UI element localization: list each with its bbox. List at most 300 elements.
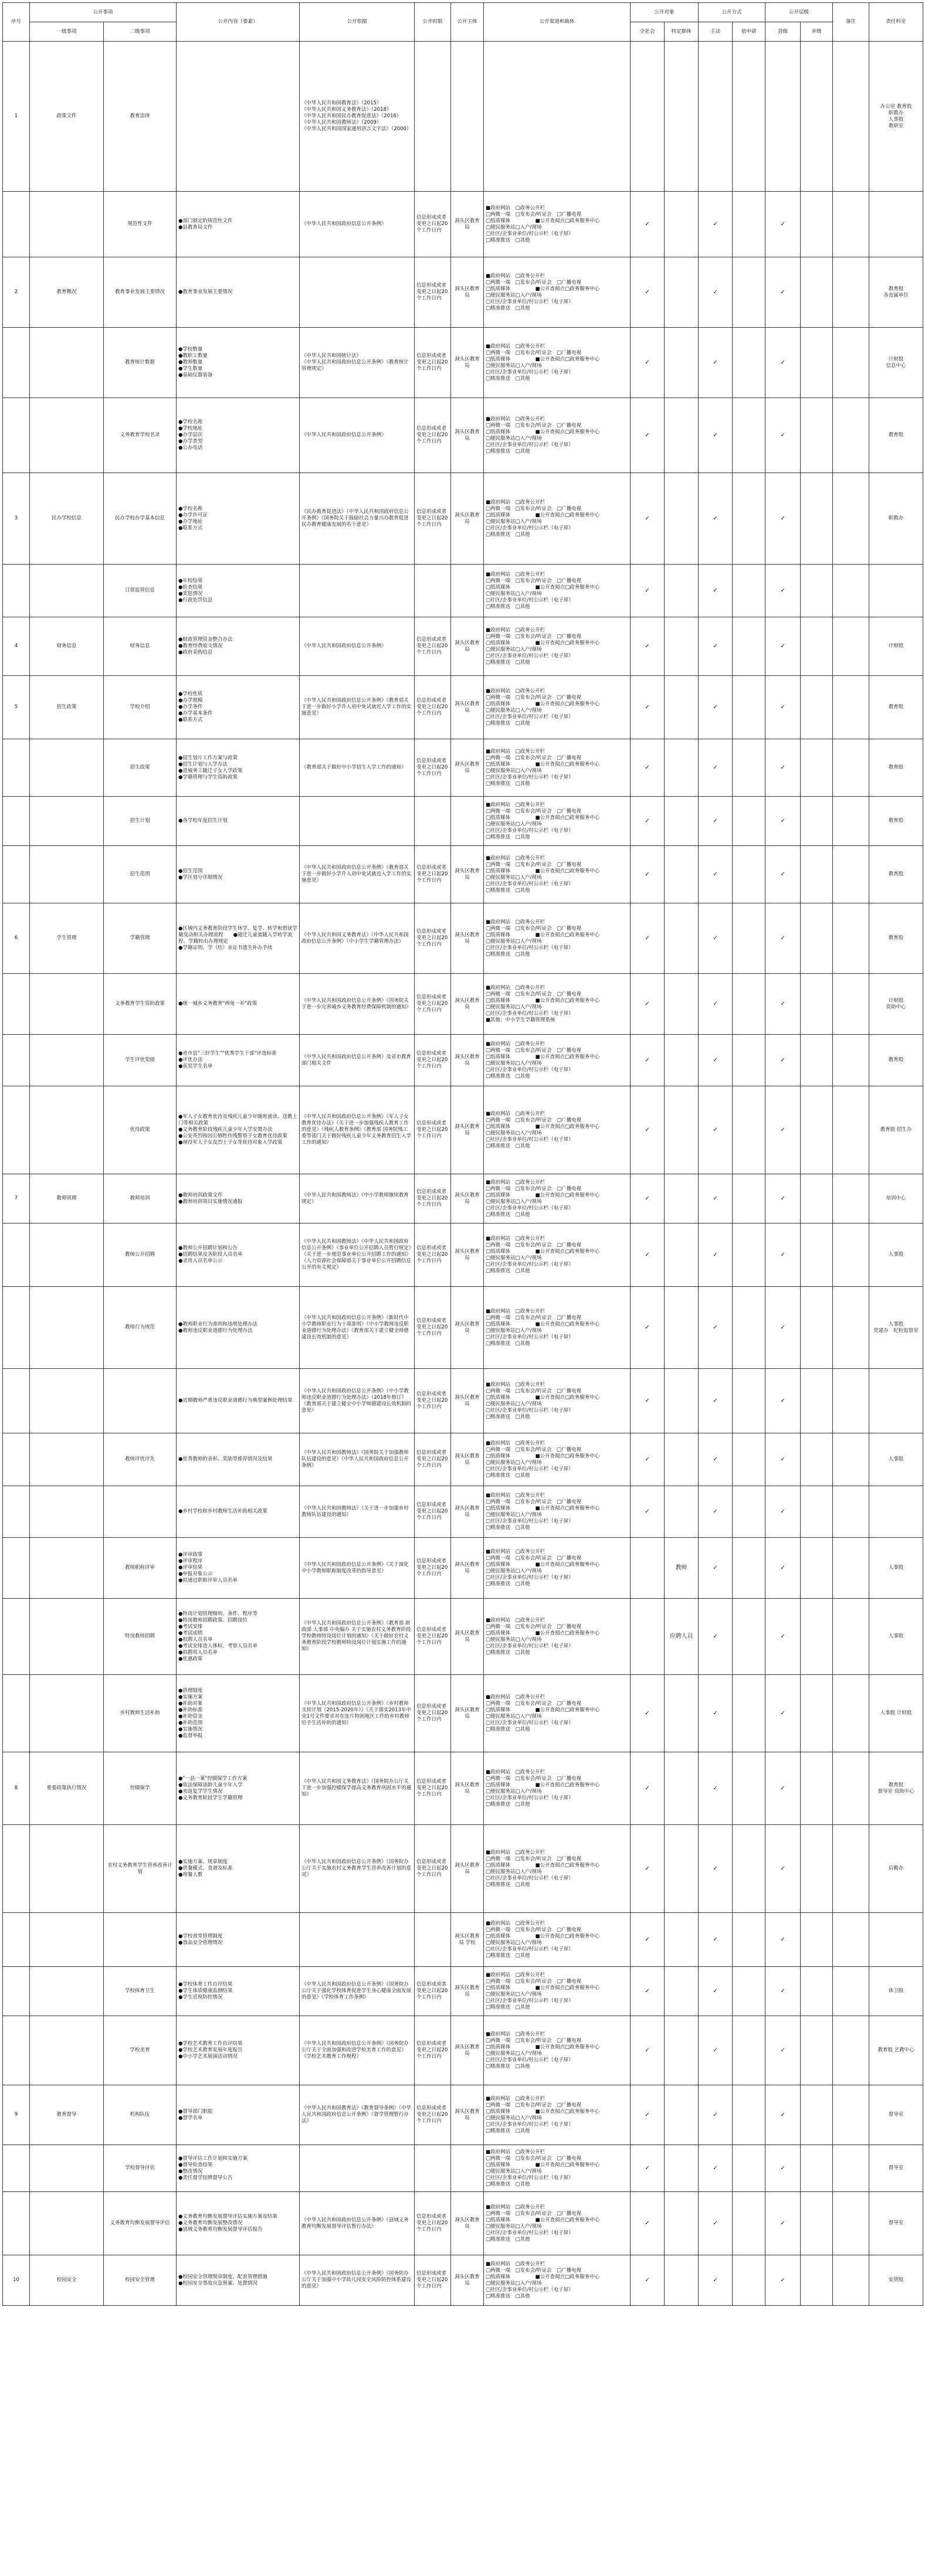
- cell-county: ✓: [765, 2255, 801, 2306]
- cell-apply: [733, 797, 765, 846]
- table-row: [3, 2016, 923, 2085]
- table-row: [3, 676, 923, 739]
- cell-group: [665, 42, 699, 192]
- cell-town: [801, 797, 833, 846]
- cell-apply: [733, 1599, 765, 1675]
- cell-seq: [3, 1486, 30, 1538]
- table-row: [3, 192, 923, 257]
- cell-active: ✓: [699, 797, 733, 846]
- cell-town: [801, 2016, 833, 2085]
- cell-lvl2: 教师评优评先: [104, 1433, 177, 1486]
- cell-content: ●近期教师严重违反职业道德行为典型案例处理结果: [177, 1369, 300, 1433]
- cell-group: 应聘人员: [665, 1599, 699, 1675]
- cell-apply: [733, 565, 765, 617]
- cell-group: [665, 1967, 699, 2016]
- cell-note: [833, 398, 869, 473]
- cell-basis: 《中华人民共和国义务教育法》《国务院办公厅关于进一步加强控辍保学提高义务教育巩固水平的通知》: [300, 1752, 415, 1825]
- table-row: [3, 903, 923, 974]
- header-target: 公开对象: [631, 3, 699, 22]
- cell-apply: [733, 2192, 765, 2255]
- cell-dept: [869, 565, 923, 617]
- cell-active: ✓: [699, 1752, 733, 1825]
- cell-town: [801, 1287, 833, 1369]
- cell-group: [665, 1825, 699, 1913]
- cell-channel: ■政府网站 □政务公开栏 □两微一端 □发布会/听证会 □广播电视 □纸质媒体 ■公开查阅点□政务服务中心 □便民服务站□入户/现场 □社区/企事业单位/村公示栏（电子屏） □精准推送 □其他: [484, 1369, 631, 1433]
- cell-dept: 计财股: [869, 617, 923, 676]
- cell-note: [833, 1369, 869, 1433]
- cell-lvl2: 优待政策: [104, 1086, 177, 1174]
- cell-apply: [733, 846, 765, 903]
- cell-lvl1: 民办学校信息: [30, 473, 104, 565]
- cell-channel: ■政府网站 □政务公开栏 □两微一端 □发布会/听证会 □广播电视 □纸质媒体 ■公开查阅点□政务服务中心 □便民服务站□入户/现场 □社区/企事业单位/村公示栏（电子屏） □精准推送 □其他: [484, 903, 631, 974]
- cell-town: [801, 1035, 833, 1086]
- cell-basis: 《中华人民共和国教育法》《教育督导条例》《中华人民共和国政府信息公开条例》《督学管理暂行办法》: [300, 2085, 415, 2145]
- cell-content: ●学校艺术教育工作自评结果 ●学校艺术教育发展年度报告 ●中小学艺术展演活动情况: [177, 2016, 300, 2085]
- cell-active: ✓: [699, 257, 733, 328]
- cell-active: ✓: [699, 1675, 733, 1752]
- cell-apply: [733, 1752, 765, 1825]
- cell-content: ●部门制定的规范性文件 ●县教育局文件: [177, 192, 300, 257]
- cell-channel: ■政府网站 □政务公开栏 □两微一端 □发布会/听证会 □广播电视 □纸质媒体 ■公开查阅点□政务服务中心 □便民服务站□入户/现场 □社区/企事业单位/村公示栏（电子屏） □精准推送 □其他: [484, 1486, 631, 1538]
- cell-group: [665, 565, 699, 617]
- cell-dept: [869, 1486, 923, 1538]
- cell-limit: [415, 2145, 451, 2192]
- cell-all: ✓: [631, 797, 665, 846]
- cell-group: [665, 2192, 699, 2255]
- cell-lvl1: [30, 1967, 104, 2016]
- cell-dept: 人事股 计财股: [869, 1675, 923, 1752]
- cell-basis: 《教育部关于做好中小学招生入学工作的通知》: [300, 739, 415, 797]
- cell-all: ✓: [631, 903, 665, 974]
- cell-county: ✓: [765, 473, 801, 565]
- cell-basis: 《中华人民共和国政府信息公开条例》《教育部关于进一步做好小学升入初中免试就近入学工作的实施意见》: [300, 846, 415, 903]
- cell-lvl2: 财务信息: [104, 617, 177, 676]
- cell-channel: ■政府网站 □政务公开栏 □两微一端 □发布会/听证会 □广播电视 □纸质媒体 ■公开查阅点□政务服务中心 □便民服务站□入户/现场 □社区/企事业单位/村公示栏（电子屏） □精准推送 □其他: [484, 328, 631, 398]
- cell-group: [665, 2016, 699, 2085]
- cell-county: ✓: [765, 2016, 801, 2085]
- table-row: [3, 328, 923, 398]
- cell-active: ✓: [699, 473, 733, 565]
- cell-seq: [3, 2192, 30, 2255]
- cell-lvl1: 教育概况: [30, 257, 104, 328]
- cell-lvl2: 教育统计数据: [104, 328, 177, 398]
- cell-seq: [3, 1599, 30, 1675]
- cell-content: ●学校数量 ●教职工数量 ●教师数量 ●学生数量 ●基础仪器装备: [177, 328, 300, 398]
- cell-apply: [733, 1967, 765, 2016]
- cell-group: [665, 1086, 699, 1174]
- table-row: [3, 42, 923, 192]
- cell-dept: 体卫股: [869, 1967, 923, 2016]
- cell-channel: ■政府网站 □政务公开栏 □两微一端 □发布会/听证会 □广播电视 □纸质媒体 ■公开查阅点□政务服务中心 □便民服务站□入户/现场 □社区/企事业单位/村公示栏（电子屏） □精准推送 □其他: [484, 1035, 631, 1086]
- cell-lvl2: 学校督导评估: [104, 2145, 177, 2192]
- cell-channel: ■政府网站 □政务公开栏 □两微一端 □发布会/听证会 □广播电视 □纸质媒体 ■公开查阅点□政务服务中心 □便民服务站□入户/现场 □社区/企事业单位/村公示栏（电子屏） □精准推送 □其他: [484, 1538, 631, 1599]
- cell-channel: ■政府网站 □政务公开栏 □两微一端 □发布会/听证会 □广播电视 □纸质媒体 ■公开查阅点□政务服务中心 □便民服务站□入户/现场 □社区/企事业单位/村公示栏（电子屏） □精准推送 □其他: [484, 1287, 631, 1369]
- cell-lvl1: [30, 1369, 104, 1433]
- cell-lvl2: 教师培训: [104, 1174, 177, 1224]
- cell-note: [833, 1538, 869, 1599]
- cell-subject: 洞头区教育局: [451, 1675, 484, 1752]
- cell-apply: [733, 1224, 765, 1287]
- cell-limit: 信息形成或者变更之日起20个工作日内: [415, 1174, 451, 1224]
- cell-group: [665, 797, 699, 846]
- cell-all: ✓: [631, 328, 665, 398]
- cell-subject: 洞头区教育局: [451, 2016, 484, 2085]
- cell-apply: [733, 192, 765, 257]
- cell-content: ●省市县"三好学生""优秀学生干部"评选标准 ●评优办法 ●获奖学生名单: [177, 1035, 300, 1086]
- cell-channel: [484, 42, 631, 192]
- cell-subject: 洞头区教育局 学校: [451, 1913, 484, 1967]
- table-row: [3, 1538, 923, 1599]
- cell-group: [665, 1486, 699, 1538]
- cell-seq: [3, 1035, 30, 1086]
- cell-town: [801, 1369, 833, 1433]
- cell-all: ✓: [631, 1433, 665, 1486]
- cell-limit: 信息形成或者变更之日起20个工作日内: [415, 1825, 451, 1913]
- cell-limit: 信息形成或者变更之日起20个工作日内: [415, 903, 451, 974]
- cell-seq: 6: [3, 903, 30, 974]
- table-row: [3, 846, 923, 903]
- cell-apply: [733, 617, 765, 676]
- cell-note: [833, 797, 869, 846]
- cell-note: [833, 1599, 869, 1675]
- cell-basis: 《中华人民共和国政府信息公开条例》《国务院办公厅关于实施农村义务教育学生营养改善计划的意见》: [300, 1825, 415, 1913]
- cell-seq: [3, 565, 30, 617]
- cell-lvl1: [30, 2145, 104, 2192]
- cell-seq: [3, 1913, 30, 1967]
- cell-dept: 人事股 党建办 纪检监察室: [869, 1287, 923, 1369]
- cell-all: ✓: [631, 1825, 665, 1913]
- cell-active: ✓: [699, 1913, 733, 1967]
- cell-group: [665, 974, 699, 1035]
- cell-lvl2: [104, 1369, 177, 1433]
- cell-active: ✓: [699, 1086, 733, 1174]
- cell-town: [801, 42, 833, 192]
- cell-limit: 信息形成或者变更之日起20个工作日内: [415, 1369, 451, 1433]
- cell-limit: 信息形成或者变更之日起20个工作日内: [415, 739, 451, 797]
- cell-county: ✓: [765, 974, 801, 1035]
- cell-all: ✓: [631, 739, 665, 797]
- cell-note: [833, 192, 869, 257]
- cell-group: [665, 1174, 699, 1224]
- cell-seq: [3, 2016, 30, 2085]
- cell-channel: ■政府网站 □政务公开栏 □两微一端 □发布会/听证会 □广播电视 □纸质媒体 ■公开查阅点□政务服务中心 □便民服务站□入户/现场 □社区/企事业单位/村公示栏（电子屏） □精准推送 □其他: [484, 797, 631, 846]
- cell-lvl2: 学校美育: [104, 2016, 177, 2085]
- cell-lvl1: [30, 1599, 104, 1675]
- cell-content: ●学校体育工作自评结果 ●学生体质健康监测结果 ●学生近视防控情况: [177, 1967, 300, 2016]
- cell-subject: 洞头区教育局: [451, 1369, 484, 1433]
- disclosure-table-sheet: [2, 2, 923, 2306]
- header-dept: 责任科室: [869, 3, 923, 42]
- cell-lvl1: 重要政策执行情况: [30, 1752, 104, 1825]
- table-row: [3, 1086, 923, 1174]
- cell-note: [833, 1224, 869, 1287]
- cell-channel: ■政府网站 □政务公开栏 □两微一端 □发布会/听证会 □广播电视 □纸质媒体 ■公开查阅点□政务服务中心 □便民服务站□入户/现场 □社区/企事业单位/村公示栏（电子屏） □精准推送 □其他: [484, 565, 631, 617]
- cell-subject: 洞头区教育局: [451, 2085, 484, 2145]
- cell-county: ✓: [765, 1174, 801, 1224]
- cell-basis: 《中华人民共和国政府信息公开条例》《教育部关于进一步做好小学升入初中免试就近入学工作的实施意见》: [300, 676, 415, 739]
- cell-content: ●督导部门职能 ●督学名单: [177, 2085, 300, 2145]
- cell-note: [833, 2085, 869, 2145]
- cell-county: ✓: [765, 2085, 801, 2145]
- cell-seq: 5: [3, 676, 30, 739]
- table-row: [3, 398, 923, 473]
- cell-content: ●实施方案、规章制度 ●供餐模式、食谱及标准 ●用餐人数: [177, 1825, 300, 1913]
- cell-lvl1: 教师管理: [30, 1174, 104, 1224]
- cell-group: [665, 1369, 699, 1433]
- table-row: [3, 1035, 923, 1086]
- cell-note: [833, 2016, 869, 2085]
- cell-apply: [733, 42, 765, 192]
- cell-active: ✓: [699, 617, 733, 676]
- cell-basis: 《中华人民共和国统计法》 《中华人民共和国政府信息公开条例》《教育统计管理规定》: [300, 328, 415, 398]
- cell-channel: ■政府网站 □政务公开栏 □两微一端 □发布会/听证会 □广播电视 □纸质媒体 ■公开查阅点□政务服务中心 □便民服务站□入户/现场 □社区/企事业单位/村公示栏（电子屏） □精准推送 □其他: [484, 192, 631, 257]
- header-lvl1: 一级事项: [30, 22, 104, 42]
- table-row: [3, 1599, 923, 1675]
- cell-all: ✓: [631, 398, 665, 473]
- cell-basis: 《中华人民共和国教师法》《中华人民共和国政府信息公开条例》《事业单位公开招聘人员暂行规定》《关于进一步规范事业单位公开招聘工作的通知》《人力资源社会保障部关于事业单位公开招聘信息公开的有关规定》: [300, 1224, 415, 1287]
- cell-county: ✓: [765, 1825, 801, 1913]
- cell-note: [833, 846, 869, 903]
- cell-subject: 洞头区教育局: [451, 1967, 484, 2016]
- cell-town: [801, 1538, 833, 1599]
- cell-lvl2: 招生计划: [104, 797, 177, 846]
- cell-seq: [3, 1086, 30, 1174]
- cell-active: ✓: [699, 2016, 733, 2085]
- cell-lvl2: [104, 1913, 177, 1967]
- cell-note: [833, 2255, 869, 2306]
- cell-subject: 洞头区教育局: [451, 2255, 484, 2306]
- cell-content: ●校园安全管理规章制度、配套管理措施 ●校园安全事故应急预案、处置情况: [177, 2255, 300, 2306]
- cell-lvl1: [30, 1224, 104, 1287]
- cell-limit: [415, 797, 451, 846]
- cell-lvl2: 学籍管理: [104, 903, 177, 974]
- cell-apply: [733, 473, 765, 565]
- cell-county: ✓: [765, 617, 801, 676]
- table-row: [3, 1433, 923, 1486]
- cell-active: ✓: [699, 1486, 733, 1538]
- cell-basis: [300, 1913, 415, 1967]
- cell-all: ✓: [631, 676, 665, 739]
- cell-note: [833, 1433, 869, 1486]
- cell-all: ✓: [631, 846, 665, 903]
- cell-county: ✓: [765, 846, 801, 903]
- cell-note: [833, 1913, 869, 1967]
- table-row: [3, 739, 923, 797]
- cell-county: ✓: [765, 676, 801, 739]
- cell-subject: 洞头区教育局: [451, 1825, 484, 1913]
- cell-apply: [733, 1287, 765, 1369]
- cell-dept: [869, 1369, 923, 1433]
- cell-channel: ■政府网站 □政务公开栏 □两微一端 □发布会/听证会 □广播电视 □纸质媒体 ■公开查阅点□政务服务中心 □便民服务站□入户/现场 □社区/企事业单位/村公示栏（电子屏） □精准推送 □其他: [484, 2255, 631, 2306]
- cell-dept: 教育股: [869, 398, 923, 473]
- cell-dept: 教育股: [869, 739, 923, 797]
- cell-active: ✓: [699, 1599, 733, 1675]
- cell-channel: ■政府网站 □政务公开栏 □两微一端 □发布会/听证会 □广播电视 □纸质媒体 ■公开查阅点□政务服务中心 □便民服务站□入户/现场 □社区/企事业单位/村公示栏（电子屏） □精准推送 □其他: [484, 2145, 631, 2192]
- cell-note: [833, 739, 869, 797]
- cell-basis: 《中华人民共和国政府信息公开条例》《军人子女教育优待办法》《关于进一步加强残疾人教育工作的意见》《残疾人教育条例》《教育部 国务院残工委等部门关于做好残疾儿童少年义务教育招生入学工作的通知》: [300, 1086, 415, 1174]
- cell-content: ●教师公开招聘计划和公告 ●招聘结果及各阶段人员名单 ●录用人员名单公示: [177, 1224, 300, 1287]
- cell-apply: [733, 2085, 765, 2145]
- cell-dept: 计财股 资助中心: [869, 974, 923, 1035]
- cell-lvl2: 校园安全管理: [104, 2255, 177, 2306]
- cell-note: [833, 565, 869, 617]
- cell-subject: 洞头区教育局: [451, 1433, 484, 1486]
- table-row: [3, 797, 923, 846]
- cell-basis: [300, 565, 415, 617]
- cell-county: ✓: [765, 1086, 801, 1174]
- cell-apply: [733, 1538, 765, 1599]
- cell-town: [801, 257, 833, 328]
- table-row: [3, 1825, 923, 1913]
- table-row: [3, 565, 923, 617]
- cell-lvl1: [30, 1433, 104, 1486]
- cell-all: ✓: [631, 2085, 665, 2145]
- cell-lvl1: 政策文件: [30, 42, 104, 192]
- cell-dept: 教育股: [869, 797, 923, 846]
- cell-content: ●优秀教师的表彰、奖励等推荐情况及结果: [177, 1433, 300, 1486]
- cell-seq: 1: [3, 42, 30, 192]
- cell-limit: 信息形成或者变更之日起20个工作日内: [415, 974, 451, 1035]
- cell-apply: [733, 2016, 765, 2085]
- cell-apply: [733, 1369, 765, 1433]
- table-row: [3, 1486, 923, 1538]
- table-row: [3, 257, 923, 328]
- cell-subject: 洞头区教育局: [451, 473, 484, 565]
- cell-county: ✓: [765, 1433, 801, 1486]
- cell-subject: 洞头区教育局: [451, 398, 484, 473]
- cell-subject: 洞头区教育局: [451, 739, 484, 797]
- cell-seq: [3, 1369, 30, 1433]
- header-content: 公开内容（要素）: [177, 3, 300, 42]
- cell-basis: 《民办教育促进法》《中华人民共和国政府信息公开条例》《国务院关于鼓励社会力量兴办教育促进民办教育健康发展的若干意见》: [300, 473, 415, 565]
- cell-dept: [869, 1913, 923, 1967]
- cell-county: ✓: [765, 1369, 801, 1433]
- cell-lvl2: 教师公开招聘: [104, 1224, 177, 1287]
- table-row: [3, 1913, 923, 1967]
- cell-town: [801, 1752, 833, 1825]
- cell-all: ✓: [631, 473, 665, 565]
- cell-group: [665, 1752, 699, 1825]
- cell-basis: 《中华人民共和国政府信息公开条例》《国务院办公厅关于强化学校体育促进学生身心健康全面发展的意见》《学校体育工作条例》: [300, 1967, 415, 2016]
- cell-limit: [415, 1913, 451, 1967]
- cell-subject: 洞头区教育局: [451, 1287, 484, 1369]
- cell-town: [801, 2192, 833, 2255]
- cell-town: [801, 398, 833, 473]
- table-row: [3, 974, 923, 1035]
- cell-lvl2: [104, 1486, 177, 1538]
- cell-channel: ■政府网站 □政务公开栏 □两微一端 □发布会/听证会 □广播电视 □纸质媒体 ■公开查阅点□政务服务中心 □便民服务站□入户/现场 □社区/企事业单位/村公示栏（电子屏） □精准推送 □其他: [484, 398, 631, 473]
- cell-limit: 信息形成或者变更之日起20个工作日内: [415, 617, 451, 676]
- cell-seq: [3, 1224, 30, 1287]
- cell-all: ✓: [631, 2145, 665, 2192]
- cell-town: [801, 1825, 833, 1913]
- cell-group: [665, 903, 699, 974]
- cell-note: [833, 617, 869, 676]
- cell-active: ✓: [699, 1369, 733, 1433]
- cell-basis: [300, 797, 415, 846]
- cell-subject: 洞头区教育局: [451, 676, 484, 739]
- cell-seq: [3, 398, 30, 473]
- cell-basis: 《中华人民共和国政府信息公开条例》: [300, 192, 415, 257]
- cell-all: ✓: [631, 1224, 665, 1287]
- cell-content: ●学校食堂管理制度 ●食品安全管理情况: [177, 1913, 300, 1967]
- cell-dept: 安管股: [869, 2255, 923, 2306]
- cell-limit: 信息形成或者变更之日起20个工作日内: [415, 2085, 451, 2145]
- cell-lvl1: 教育督导: [30, 2085, 104, 2145]
- header-subject: 公开主体: [451, 3, 484, 42]
- header-town: 乡级: [801, 22, 833, 42]
- cell-subject: 洞头区教育局: [451, 1599, 484, 1675]
- cell-seq: [3, 1675, 30, 1752]
- cell-town: [801, 2085, 833, 2145]
- cell-note: [833, 328, 869, 398]
- cell-group: [665, 328, 699, 398]
- cell-basis: 《中华人民共和国政府信息公开条例》《国务院关于进一步完善城乡义务教育经费保障机制的通知》: [300, 974, 415, 1035]
- cell-town: [801, 1675, 833, 1752]
- cell-subject: [451, 797, 484, 846]
- cell-subject: 洞头区教育局: [451, 1174, 484, 1224]
- cell-channel: ■政府网站 □政务公开栏 □两微一端 □发布会/听证会 □广播电视 □纸质媒体 ■公开查阅点□政务服务中心 □便民服务站□入户/现场 □社区/企事业单位/村公示栏（电子屏） □精准推送 □其他: [484, 1967, 631, 2016]
- cell-lvl2: 学生评优奖励: [104, 1035, 177, 1086]
- cell-active: ✓: [699, 2085, 733, 2145]
- cell-limit: 信息形成或者变更之日起20个工作日内: [415, 1486, 451, 1538]
- cell-channel: ■政府网站 □政务公开栏 □两微一端 □发布会/听证会 □广播电视 □纸质媒体 ■公开查阅点□政务服务中心 □便民服务站□入户/现场 □社区/企事业单位/村公示栏（电子屏） □精准推送 □其他: [484, 1675, 631, 1752]
- cell-lvl2: 乡村教师生活补助: [104, 1675, 177, 1752]
- cell-subject: 洞头区教育局: [451, 1486, 484, 1538]
- cell-town: [801, 328, 833, 398]
- cell-content: ●财政管理资金整合办法 ●教育经费收支情况 ●政府采购信息: [177, 617, 300, 676]
- cell-county: ✓: [765, 565, 801, 617]
- cell-basis: 《中华人民共和国政府信息公开条例》: [300, 398, 415, 473]
- cell-subject: 洞头区教育局: [451, 2192, 484, 2255]
- cell-limit: 信息形成或者变更之日起20个工作日内: [415, 676, 451, 739]
- cell-group: [665, 2085, 699, 2145]
- cell-subject: 洞头区教育局: [451, 1224, 484, 1287]
- cell-content: ●乡村学校和乡村教师生活补助相关政策: [177, 1486, 300, 1538]
- cell-active: ✓: [699, 192, 733, 257]
- cell-lvl1: [30, 192, 104, 257]
- cell-all: ✓: [631, 192, 665, 257]
- table-body: [3, 42, 923, 2306]
- cell-active: ✓: [699, 1825, 733, 1913]
- disclosure-table: [2, 2, 923, 2306]
- cell-county: ✓: [765, 903, 801, 974]
- cell-subject: 洞头区教育局: [451, 328, 484, 398]
- cell-lvl1: [30, 328, 104, 398]
- cell-dept: 教育股 各直属单位: [869, 257, 923, 328]
- cell-town: [801, 1174, 833, 1224]
- cell-note: [833, 1967, 869, 2016]
- cell-basis: 《中华人民共和国教师法》《关于进一步加强乡村教师队伍建设的通知》: [300, 1486, 415, 1538]
- cell-limit: 信息形成或者变更之日起20个工作日内: [415, 1599, 451, 1675]
- cell-lvl1: [30, 1287, 104, 1369]
- cell-subject: 洞头区教育局: [451, 846, 484, 903]
- table-row: [3, 473, 923, 565]
- cell-channel: ■政府网站 □政务公开栏 □两微一端 □发布会/听证会 □广播电视 □纸质媒体 ■公开查阅点□政务服务中心 □便民服务站□入户/现场 □社区/企事业单位/村公示栏（电子屏） □精准推送 □其他: [484, 2192, 631, 2255]
- cell-apply: [733, 903, 765, 974]
- cell-lvl1: [30, 398, 104, 473]
- cell-active: ✓: [699, 1224, 733, 1287]
- cell-subject: 洞头区教育局: [451, 192, 484, 257]
- cell-channel: ■政府网站 □政务公开栏 □两微一端 □发布会/听证会 □广播电视 □纸质媒体 ■公开查阅点□政务服务中心 □便民服务站□入户/现场 □社区/企事业单位/村公示栏（电子屏） □精准推送 □其他: [484, 1224, 631, 1287]
- cell-seq: 7: [3, 1174, 30, 1224]
- cell-town: [801, 617, 833, 676]
- cell-town: [801, 1224, 833, 1287]
- cell-seq: 4: [3, 617, 30, 676]
- cell-limit: 信息形成或者变更之日起20个工作日内: [415, 2192, 451, 2255]
- cell-town: [801, 974, 833, 1035]
- cell-group: [665, 1433, 699, 1486]
